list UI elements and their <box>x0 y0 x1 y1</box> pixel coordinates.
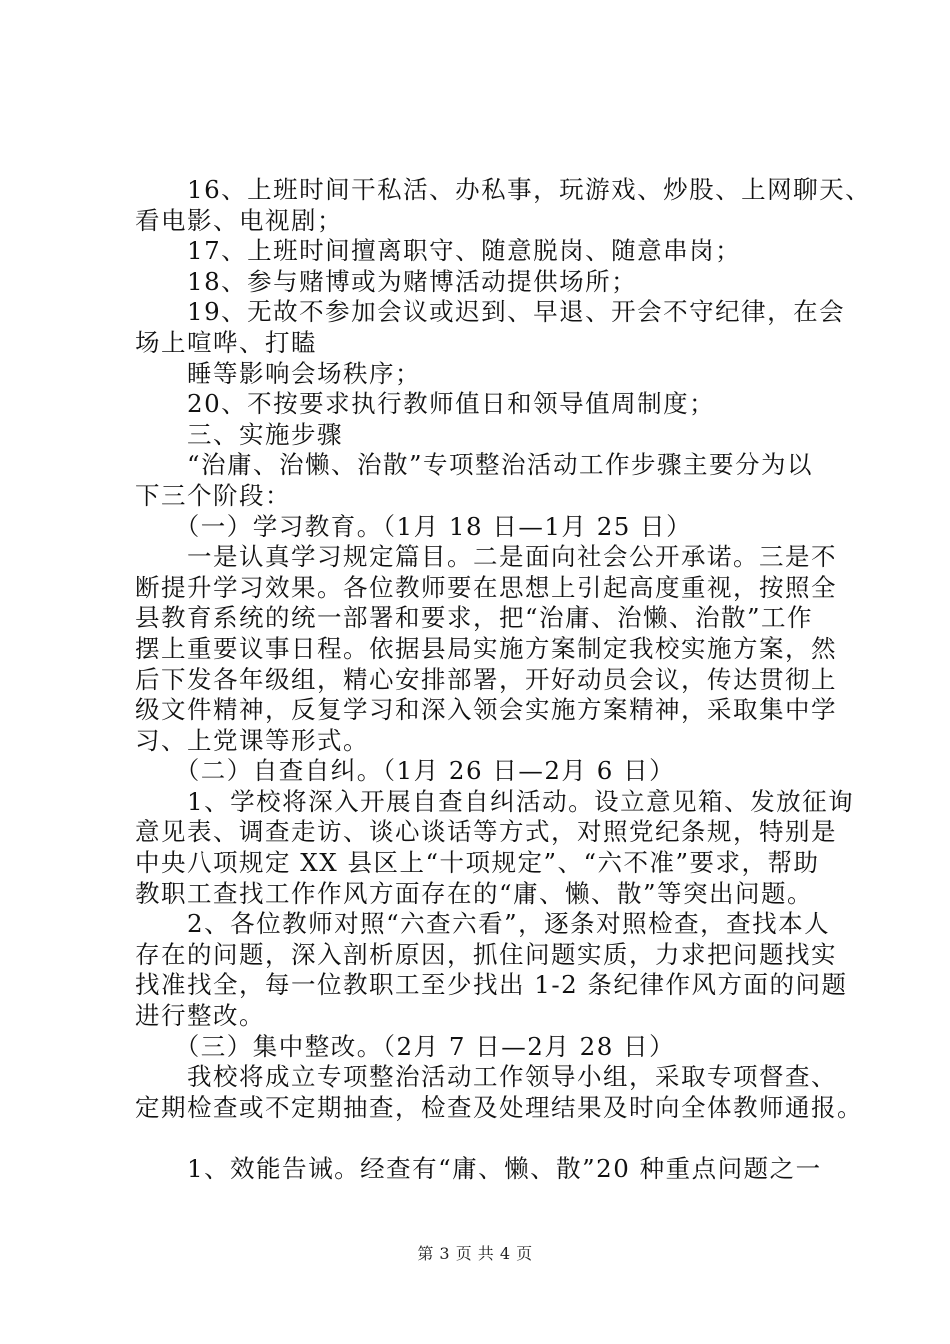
paragraph-gap <box>135 1123 835 1154</box>
text-line: 2、各位教师对照“六查六看”，逐条对照检查，查找本人 <box>135 909 831 939</box>
text-line: 18、参与赌博或为赌博活动提供场所； <box>135 266 638 296</box>
text-line: 教职工查找工作作风方面存在的“庸、懒、散”等突出问题。 <box>135 878 814 908</box>
text-line: 找准找全，每一位教职工至少找出 1-2 条纪律作风方面的问题 <box>135 970 848 1000</box>
text-line: 17、上班时间擅离职守、随意脱岗、随意串岗； <box>135 236 742 266</box>
page-footer: 第 3 页 共 4 页 <box>417 1244 533 1263</box>
text-line: 场上喧哗、打瞌 <box>135 327 317 357</box>
text-line: 看电影、电视剧； <box>135 205 343 235</box>
text-line: 摆上重要议事日程。依据县局实施方案制定我校实施方案，然 <box>135 633 837 663</box>
text-line: 1、效能告诫。经查有“庸、懒、散”20 种重点问题之一 <box>135 1154 822 1183</box>
text-line: 进行整改。 <box>135 1001 265 1031</box>
text-line: 存在的问题，深入剖析原因，抓住问题实质，力求把问题找实 <box>135 939 837 969</box>
text-line: 16、上班时间干私活、办私事，玩游戏、炒股、上网聊天、 <box>135 175 872 204</box>
subsection-heading: （三）集中整改。（2月 7 日—2月 28 日） <box>135 1031 676 1061</box>
text-line: 中央八项规定 XX 县区上“十项规定”、“六不准”要求，帮助 <box>135 848 820 878</box>
subsection-heading: （一）学习教育。（1月 18 日—1月 25 日） <box>135 511 693 541</box>
section-heading: 三、实施步骤 <box>135 419 343 449</box>
text-line: 20、不按要求执行教师值日和领导值周制度； <box>135 389 716 419</box>
text-line: 一是认真学习规定篇目。二是面向社会公开承诺。三是不 <box>135 542 837 572</box>
text-line: 级文件精神，反复学习和深入领会实施方案精神，采取集中学 <box>135 695 837 725</box>
document-body <box>135 175 872 1185</box>
text-line: 县教育系统的统一部署和要求，把“治庸、治懒、治散”工作 <box>135 603 814 633</box>
text-line: 定期检查或不定期抽查，检查及处理结果及时向全体教师通报。 <box>135 1092 863 1122</box>
text-line: 睡等影响会场秩序； <box>135 358 421 388</box>
subsection-heading: （二）自查自纠。（1月 26 日—2月 6 日） <box>135 756 676 786</box>
text-line: 意见表、调查走访、谈心谈话等方式，对照党纪条规，特别是 <box>135 817 837 847</box>
text-line: 我校将成立专项整治活动工作领导小组，采取专项督查、 <box>135 1062 837 1092</box>
text-line: “治庸、治懒、治散”专项整治活动工作步骤主要分为以 <box>135 450 814 480</box>
text-line: 断提升学习效果。各位教师要在思想上引起高度重视，按照全 <box>135 572 837 602</box>
text-line: 1、学校将深入开展自查自纠活动。设立意见箱、发放征询 <box>135 786 855 816</box>
text-line: 习、上党课等形式。 <box>135 725 369 755</box>
text-line: 19、无故不参加会议或迟到、早退、开会不守纪律，在会 <box>135 297 846 327</box>
text-line: 下三个阶段： <box>135 480 291 510</box>
text-line: 后下发各年级组，精心安排部署，开好动员会议，传达贯彻上 <box>135 664 837 694</box>
